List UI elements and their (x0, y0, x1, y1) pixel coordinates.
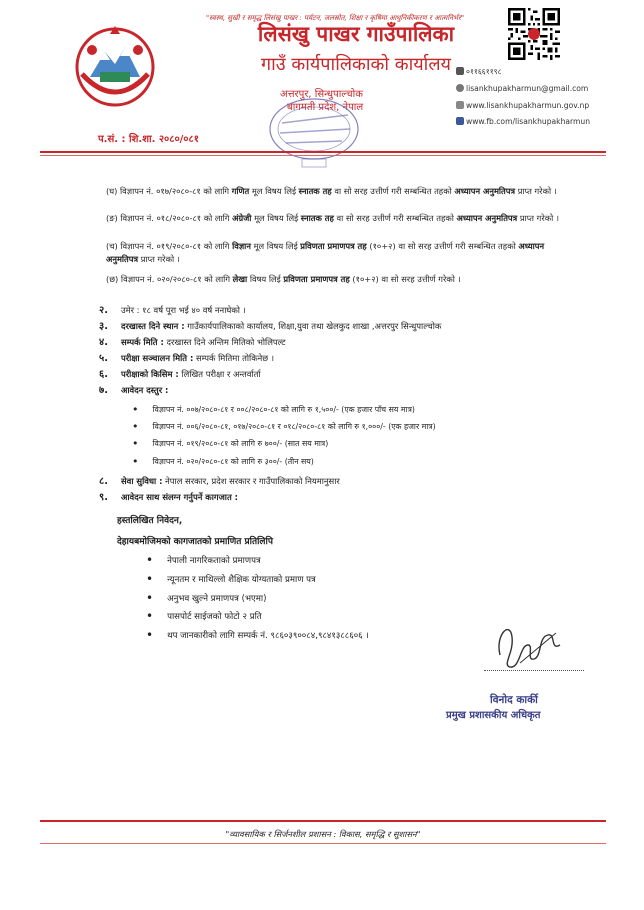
document-education: • न्यूनतम र माथिल्लो शैक्षिक योग्यताको प्रमाण पत्र (146, 572, 316, 586)
contact-facebook (456, 117, 590, 126)
contact-website (456, 101, 589, 110)
item-contact-date: ४. सम्पर्क मिति : दरखास्त दिने अन्तिम मितिको भोलिपल्ट (99, 337, 286, 348)
item-exam-type: ६. परीक्षाको किसिम : लिखित परीक्षा र अन्तर्वार्ता (99, 369, 261, 380)
footer-divider-thin (40, 843, 606, 844)
document-photo: • पासपोर्ट साईजको फोटो २ प्रति (146, 609, 262, 623)
footer-slogan: "व्यावसायिक र सिर्जनशील प्रशासन : विकास, समृद्धि र सुशासन" (225, 829, 421, 839)
signature-line (484, 670, 584, 671)
qualification-chha: (छ) विज्ञापन नं. ०२०/२०८०-८१ को लागि लेखा विषय लिई प्रविणता प्रमाणपत्र तह (१०+२) वा सो सरह उत्तीर्ण गरेको । (106, 274, 461, 284)
item-service-facility: ८. सेवा सुविधा : नेपाल सरकार, प्रदेश सरकार र गाउँपालिकाको नियमानुसार (99, 476, 340, 487)
handwritten-signature (490, 615, 570, 675)
header-divider (40, 151, 606, 153)
qualification-nga: (ङ) विज्ञापन नं. ०१८/२०८०-८१ को लागि अंग्रेजी मूल विषय लिई स्नातक तह वा सो सरह उत्तीर्ण गरी सम्बन्धित तहको अध्यापन अनुमतिपत्र प्राप्त गरेको । (106, 213, 560, 223)
item-application-fee: ७. आवेदन दस्तुर : (99, 385, 169, 396)
item-age: २. उमेर : १८ वर्ष पूरा भई ४० वर्ष ननाघेको । (99, 305, 246, 316)
fee-line-4: • विज्ञापन नं. ०२०/२०८०-८१ को लागि रु ३००/- (तीन सय) (132, 455, 314, 468)
phone-icon (456, 67, 464, 75)
fee-line-3: • विज्ञापन नं. ०१९/२०८०-८१ को लागि रु ७००/- (सात सय मात्र) (132, 437, 328, 450)
signatory-name: विनोद कार्की (490, 694, 538, 706)
address-line-2: बागमती प्रदेश, नेपाल (287, 102, 364, 113)
facebook-link[interactable]: www.fb.com/lisankhupakharmun (466, 117, 591, 126)
qr-code[interactable] (508, 8, 560, 60)
fee-line-2: • विज्ञापन नं. ००६/२०८०-८१, ०१७/२०८०-८१ र ०१८/२०८०-८१ को लागि रु १,०००/- (एक हजार मात्र) (132, 420, 436, 433)
office-stamp (262, 95, 362, 171)
signatory-post: प्रमुख प्रशासकीय अधिकृत (446, 710, 541, 721)
email-icon (456, 84, 464, 92)
certified-copies-heading: देहायबमोजिमको कागजातको प्रमाणित प्रतिलिपि (117, 537, 273, 547)
globe-icon (456, 101, 464, 109)
email-address[interactable]: lisankhupakharmun@gmail.com (466, 84, 589, 93)
reference-number: प.सं. : शि.शा. २०८०/०८१ (98, 134, 199, 145)
website-link[interactable]: www.lisankhupakharmun.gov.np (466, 101, 590, 110)
nepal-emblem-logo (70, 22, 160, 112)
qualification-cha: (च) विज्ञापन नं. ०१९/२०८०-८१ को लागि विज्ञान मूल विषय लिई प्रविणता प्रमाणपत्र तह (१०+२) वा सो सरह उत्तीर्ण गरी सम्बन्धित तहको अध्यापन अनुमतिपत्र प्राप्त गरेको । (106, 241, 545, 264)
document-citizenship: • नेपाली नागरिकताको प्रमाणपत्र (146, 553, 261, 567)
office-subtitle: गाउँ कार्यपालिकाको कार्यालय (261, 54, 451, 75)
fee-line-1: • विज्ञापन नं. ००७/२०८०-८१ र ००८/२०८०-८१ को लागि रु १,५००/- (एक हजार पाँच सय मात्र) (132, 403, 415, 416)
address-line-1: अत्तरपुर, सिन्धुपाल्चोक (280, 89, 363, 100)
header-slogan: "स्वस्थ, सुखी र समृद्ध लिसंखु पाखर : पर्यटन, जलस्रोत, शिक्षा र कृषिमा आधुनिकीकरण र आत्मनिर्भर" (205, 14, 465, 22)
phone-number: ०११६६११९८ (466, 67, 502, 76)
document-contact-info: • थप जानकारीको लागि सम्पर्क नं. ९८६०३९००८४,९८४१३८८६०६ । (146, 628, 369, 642)
contact-phone (456, 67, 502, 77)
qualification-gha: (घ) विज्ञापन नं. ०१७/२०८०-८१ को लागि गणित मूल विषय लिई स्नातक तह वा सो सरह उत्तीर्ण गरी सम्बन्धित तहको अध्यापन अनुमतिपत्र प्राप्त गरेको । (106, 186, 557, 196)
item-required-documents: ९. आवेदन साथ संलग्न गर्नुपर्ने कागजात : (99, 492, 239, 503)
header-divider-thin (40, 155, 606, 156)
item-application-place: ३. दरखास्त दिने स्थान : गाउँकार्यपालिकाको कार्यालय, शिक्षा,युवा तथा खेलकुद शाखा ,अत्तरपुर सिन्धुपाल्चोक (99, 321, 442, 332)
municipality-title: लिसंखु पाखर गाउँपालिका (257, 22, 455, 46)
item-exam-date: ५. परीक्षा सञ्चालन मिति : सम्पर्क मितिमा तोकिनेछ । (99, 353, 275, 364)
facebook-icon (456, 117, 464, 125)
footer-divider (40, 820, 606, 822)
handwritten-application: हस्तलिखित निवेदन, (117, 516, 183, 526)
contact-email (456, 84, 588, 93)
document-experience: • अनुभव खुल्ने प्रमाणपत्र (भएमा) (146, 591, 266, 605)
